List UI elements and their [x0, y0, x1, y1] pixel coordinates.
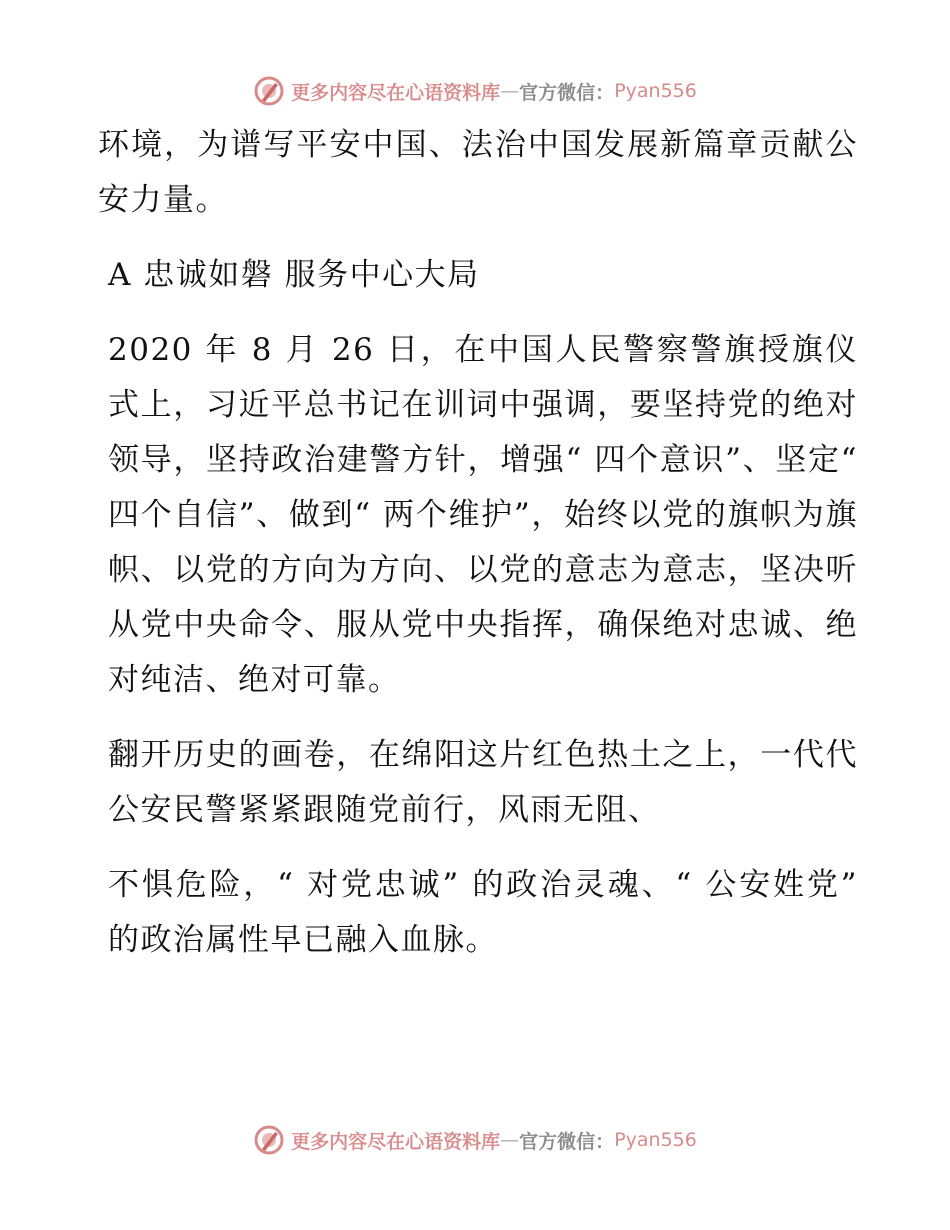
watermark-wechat-id: Pyan556 [614, 80, 697, 102]
watermark-main-text: 更多内容尽在心语资料库 [291, 81, 501, 104]
paragraph-speech: 2020 年 8 月 26 日，在中国人民警察警旗授旗仪式上，习近平总书记在训词中强调，要坚持党的绝对领导，坚持政治建警方针，增强“ 四个意识”、坚定“ 四个自信”、做到“ 两个维护”，始终以党的旗帜为旗帜、以党的方向为方向、以党的意志为意志，坚决听从党中央命令、服从党中央指挥，确保绝对忠诚、绝对纯洁、绝对可靠。 [108, 332, 858, 698]
watermark-sub-text: 官方微信： [519, 1130, 615, 1153]
paragraph-loyalty: 不惧危险，“ 对党忠诚” 的政治灵魂、“ 公安姓党” 的政治属性早已融入血脉。 [108, 867, 858, 958]
pen-circle-logo-icon [253, 1124, 285, 1156]
watermark-wechat-id: Pyan556 [614, 1129, 697, 1151]
document-body [98, 118, 858, 968]
paragraph-history: 翻开历史的画卷，在绵阳这片红色热土之上，一代代公安民警紧紧跟随党前行，风雨无阻、 [108, 737, 858, 828]
watermark-main-text: 更多内容尽在心语资料库 [291, 1130, 501, 1153]
header-watermark [0, 73, 950, 109]
section-heading: A 忠诚如磐 服务中心大局 [108, 257, 480, 293]
watermark-dash: — [500, 1129, 520, 1151]
pen-circle-logo-icon [253, 75, 285, 107]
watermark-sub-text: 官方微信： [519, 81, 615, 104]
watermark-dash: — [500, 80, 520, 102]
footer-watermark [0, 1122, 950, 1158]
paragraph-continuation: 环境，为谱写平安中国、法治中国发展新篇章贡献公安力量。 [98, 127, 858, 218]
